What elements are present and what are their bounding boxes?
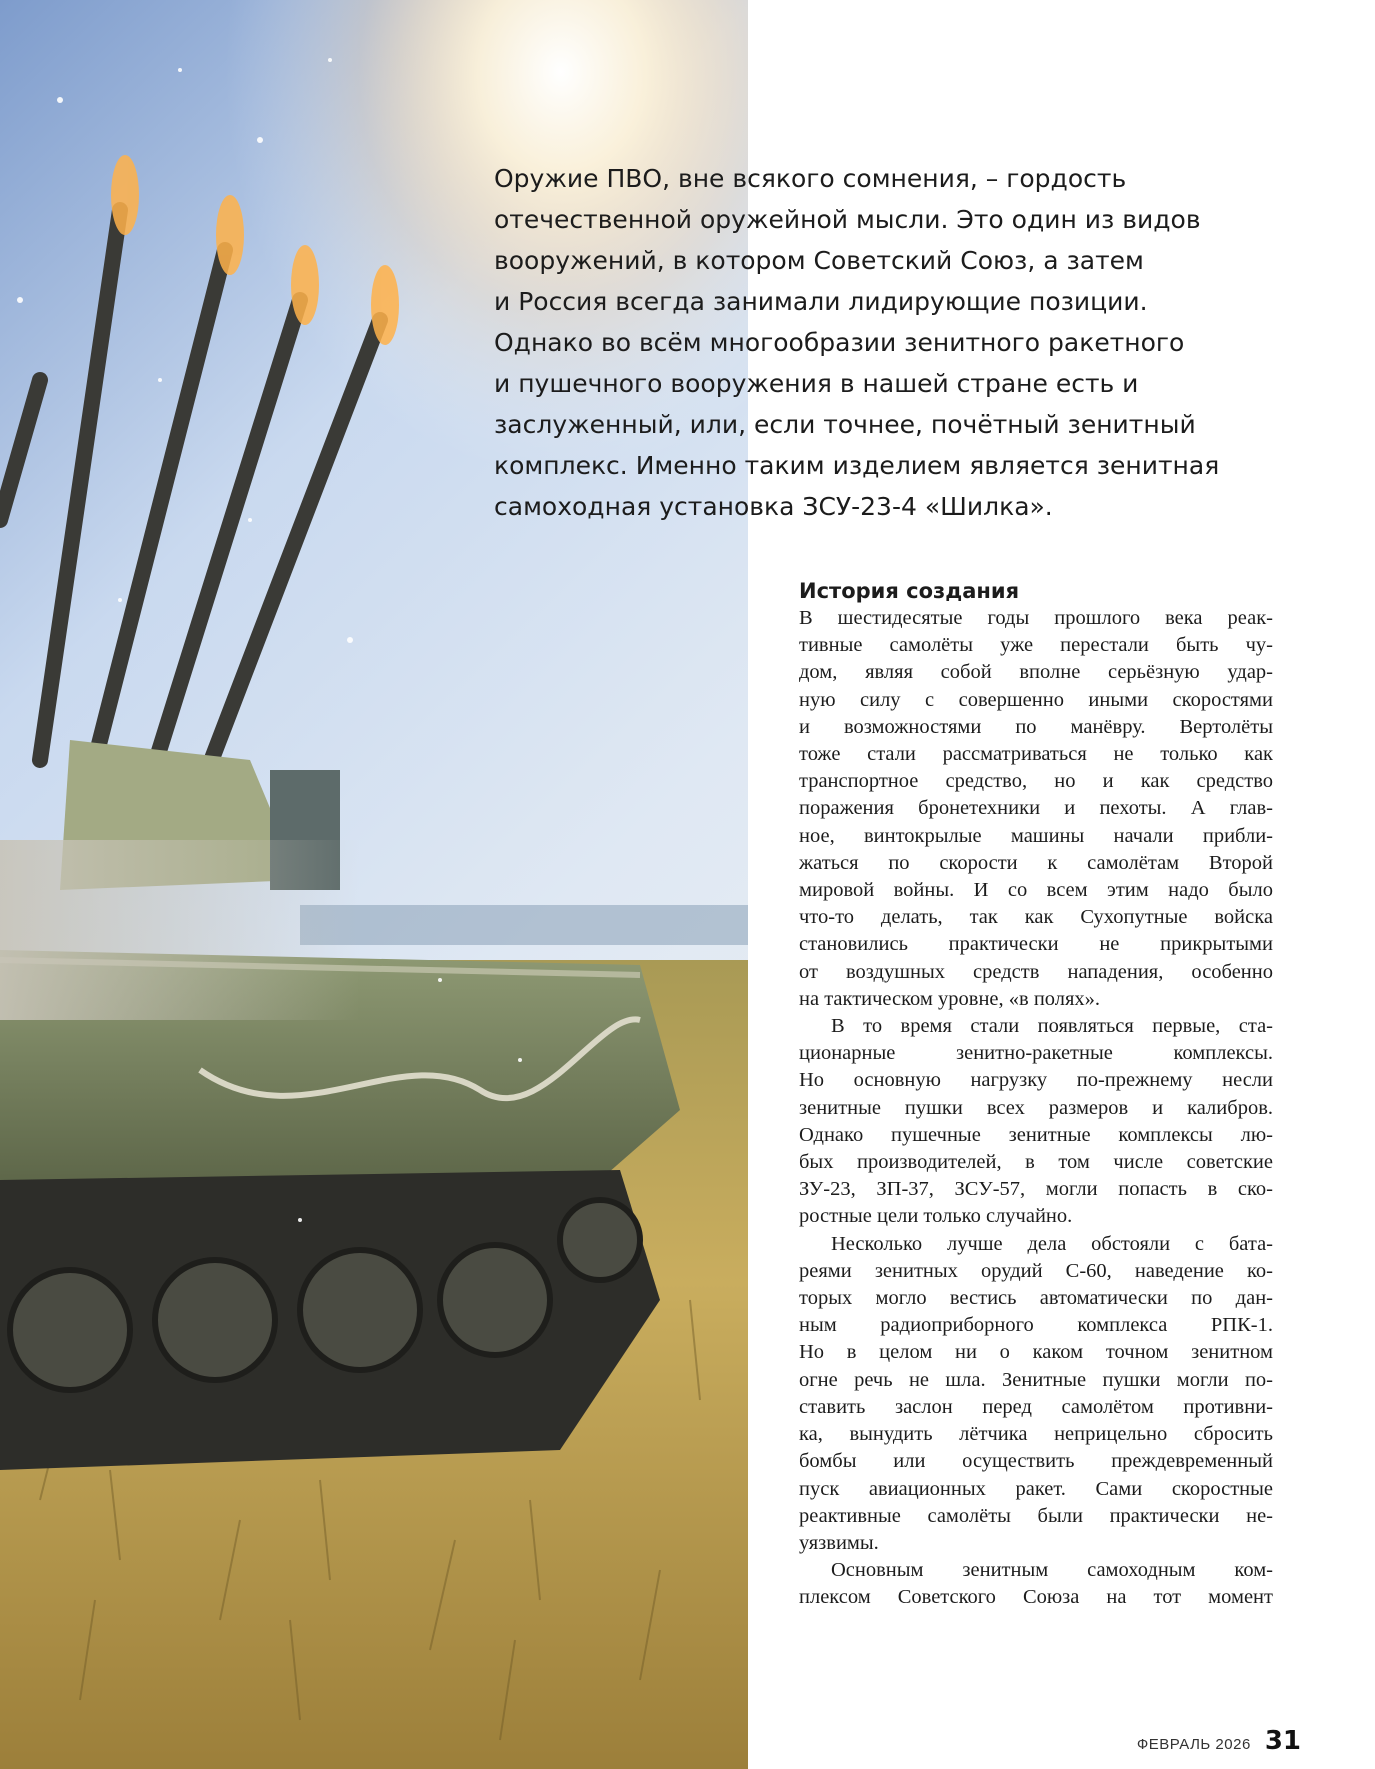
text-line: поражения бронетехники и пехоты. А глав- bbox=[799, 797, 1273, 820]
text-line: Но основную нагрузку по-прежнему несли bbox=[799, 1069, 1273, 1092]
text-line: тоже стали рассматриваться не только как bbox=[799, 743, 1273, 766]
text-line: ЗУ-23, ЗП-37, ЗСУ-57, могли попасть в ско- bbox=[799, 1178, 1273, 1201]
text-line: В шестидесятые годы прошлого века реак- bbox=[799, 607, 1273, 629]
text-line: Основным зенитным самоходным ком- bbox=[831, 1559, 1273, 1582]
text-line: огне речь не шла. Зенитные пушки могли по- bbox=[799, 1368, 1273, 1391]
text-line: пуск авиационных ракет. Сами скоростные bbox=[799, 1477, 1273, 1500]
article-column bbox=[799, 578, 1273, 1612]
text-line: мировой войны. И со всем этим надо было bbox=[799, 879, 1273, 902]
lead-line: заслуженный, или, если точнее, почётный зенитный bbox=[494, 410, 1196, 439]
lead-line: Оружие ПВО, вне всякого сомнения, – гордость bbox=[494, 164, 1127, 193]
article-paragraph bbox=[799, 1013, 1273, 1231]
article-paragraph bbox=[799, 1557, 1273, 1611]
text-line: ционарные зенитно-ракетные комплексы. bbox=[799, 1042, 1273, 1065]
text-line: Однако пушечные зенитные комплексы лю- bbox=[799, 1123, 1273, 1146]
text-line: бомбы или осуществить преждевременный bbox=[799, 1450, 1273, 1473]
text-line: плексом Советского Союза на тот момент bbox=[799, 1586, 1273, 1609]
page-footer bbox=[1137, 1726, 1301, 1756]
text-line: ным радиоприборного комплекса РПК-1. bbox=[799, 1314, 1273, 1337]
text-line: на тактическом уровне, «в полях». bbox=[799, 987, 1101, 1010]
text-line: уязвимы. bbox=[799, 1531, 879, 1554]
text-line: жаться по скорости к самолётам Второй bbox=[799, 851, 1273, 874]
text-line: В то время стали появляться первые, ста- bbox=[831, 1015, 1273, 1038]
lead-line: самоходная установка ЗСУ-23-4 «Шилка». bbox=[494, 492, 1053, 521]
text-line: становились практически не прикрытыми bbox=[799, 933, 1273, 956]
text-line: и возможностями по манёвру. Вертолёты bbox=[799, 715, 1273, 738]
text-line: транспортное средство, но и как средство bbox=[799, 770, 1273, 793]
text-line: торых могло вестись автоматически по дан- bbox=[799, 1287, 1273, 1310]
article-paragraph bbox=[799, 1231, 1273, 1557]
text-line: ное, винтокрылые машины начали прибли- bbox=[799, 824, 1273, 847]
text-line: от воздушных средств нападения, особенно bbox=[799, 960, 1273, 983]
text-line: ростные цели только случайно. bbox=[799, 1205, 1073, 1228]
lead-line: комплекс. Именно таким изделием является зенитная bbox=[494, 451, 1220, 480]
lead-line: и пушечного вооружения в нашей стране есть и bbox=[494, 369, 1139, 398]
text-line: бых производителей, в том числе советские bbox=[799, 1151, 1273, 1174]
text-line: зенитные пушки всех размеров и калибров. bbox=[799, 1096, 1273, 1119]
lead-line: и Россия всегда занимали лидирующие позиции. bbox=[494, 287, 1148, 316]
text-line: дом, являя собой вполне серьёзную удар- bbox=[799, 661, 1273, 684]
lead-line: отечественной оружейной мысли. Это один из видов bbox=[494, 205, 1201, 234]
text-line: ставить заслон перед самолётом противни- bbox=[799, 1395, 1273, 1418]
article-paragraph bbox=[799, 605, 1273, 1013]
text-line: что-то делать, так как Сухопутные войска bbox=[799, 906, 1273, 929]
issue-date: ФЕВРАЛЬ 2026 bbox=[1136, 1736, 1251, 1753]
text-line: ную силу с совершенно иными скоростями bbox=[799, 688, 1273, 711]
text-line: реактивные самолёты были практически не- bbox=[799, 1504, 1273, 1527]
text-line: Но в целом ни о каком точном зенитном bbox=[799, 1341, 1273, 1364]
page-number: 31 bbox=[1264, 1726, 1301, 1756]
text-line: ка, вынудить лётчика неприцельно сбросить bbox=[799, 1423, 1273, 1446]
text-line: тивные самолёты уже перестали быть чу- bbox=[799, 634, 1273, 657]
section-heading: История создания bbox=[799, 579, 1020, 603]
lead-line: Однако во всём многообразии зенитного ракетного bbox=[494, 328, 1185, 357]
text-line: Несколько лучше дела обстояли с бата- bbox=[831, 1232, 1273, 1255]
lead-paragraph bbox=[494, 158, 1294, 527]
lead-line: вооружений, в котором Советский Союз, а затем bbox=[494, 246, 1144, 275]
text-line: реями зенитных орудий С-60, наведение ко- bbox=[799, 1259, 1273, 1282]
